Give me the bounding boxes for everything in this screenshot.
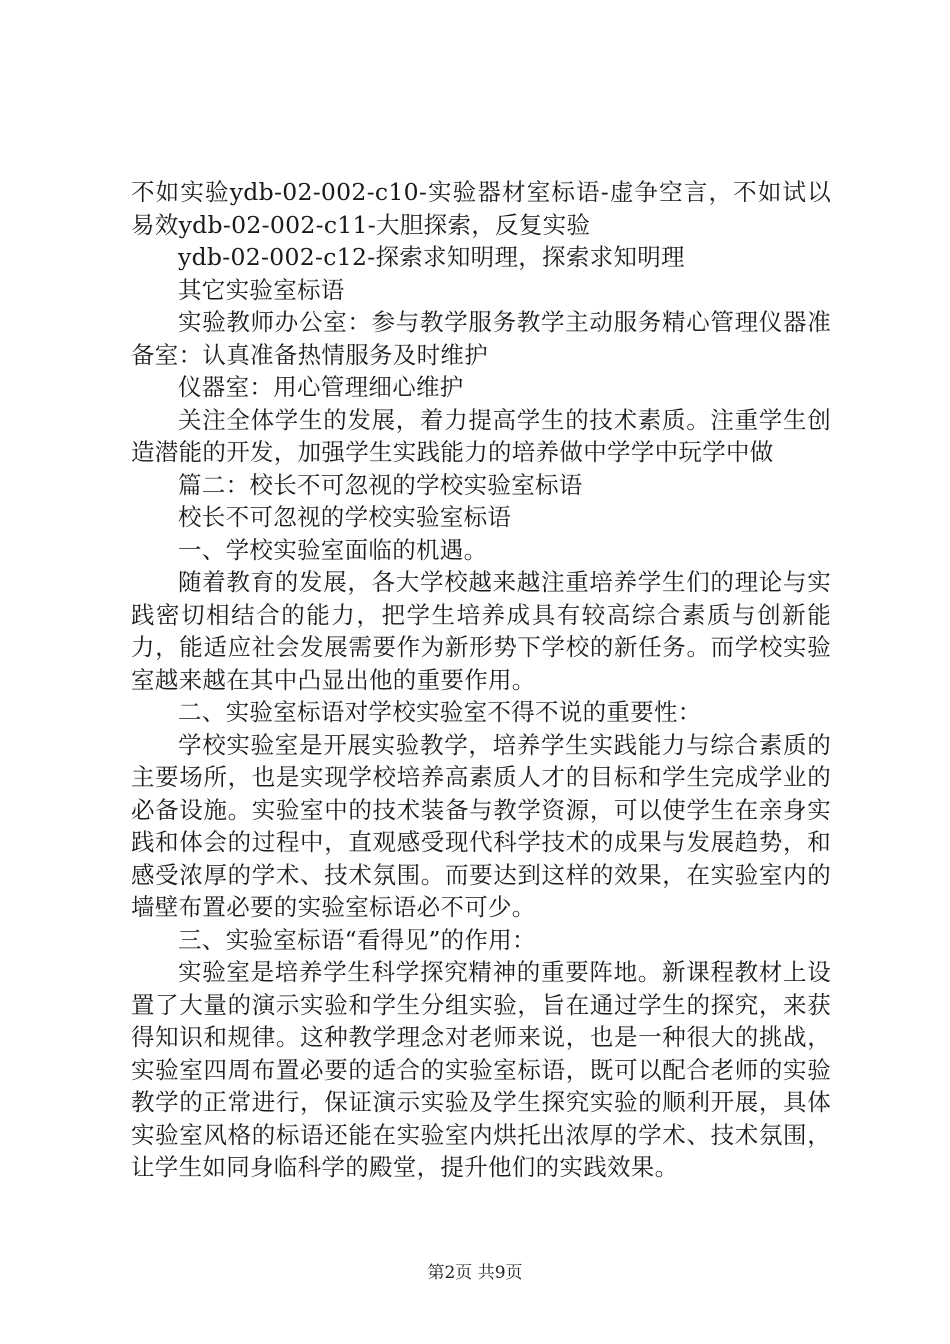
paragraph-student-development: 关注全体学生的发展，着力提高学生的技术素质。注重学生创造潜能的开发，加强学生实践能力的培养做中学学中玩学中做 <box>131 405 831 466</box>
paragraph-section-3: 实验室是培养学生科学探究精神的重要阵地。新课程教材上设置了大量的演示实验和学生分组实验，旨在通过学生的探究，来获得知识和规律。这种教学理念对老师来说，也是一种很大的挑战，实验室四周布置必要的适合的实验室标语，既可以配合老师的实验教学的正常进行，保证演示实验及学生探究实验的顺利开展，具体实验室风格的标语还能在实验室内烘托出浓厚的学术、技术氛围，让学生如同身临科学的殿堂，提升他们的实践效果。 <box>131 958 831 1181</box>
paragraph-instrument-room: 仪器室：用心管理细心维护 <box>178 373 464 401</box>
paragraph-section-1: 随着教育的发展，各大学校越来越注重培养学生们的理论与实践密切相结合的能力，把学生培养成具有较高综合素质与创新能力，能适应社会发展需要作为新形势下学校的新任务。而学校实验室越来越在其中凸显出他的重要作用。 <box>131 568 831 694</box>
chapter-title: 篇二：校长不可忽视的学校实验室标语 <box>178 470 583 499</box>
section-heading-3: 三、实验室标语“看得见”的作用： <box>178 925 536 954</box>
paragraph-teacher-office: 实验教师办公室：参与教学服务教学主动服务精心管理仪器准备室：认真准备热情服务及时维护 <box>131 308 831 369</box>
article-title: 校长不可忽视的学校实验室标语 <box>178 503 512 531</box>
section-heading-other-labs: 其它实验室标语 <box>178 275 345 304</box>
paragraph-1: 不如实验ydb-02-002-c10-实验器材室标语-虚争空言，不如试以易效ydb-02-002-c11-大胆探索，反复实验 <box>131 178 831 239</box>
paragraph-2: ydb-02-002-c12-探索求知明理，探索求知明理 <box>178 243 685 271</box>
document-body <box>131 176 831 1184</box>
section-heading-1: 一、学校实验室面临的机遇。 <box>178 535 488 564</box>
page-number-footer: 第2页 共9页 <box>427 1263 523 1283</box>
section-heading-2: 二、实验室标语对学校实验室不得不说的重要性： <box>178 698 702 726</box>
paragraph-section-2: 学校实验室是开展实验教学，培养学生实践能力与综合素质的主要场所，也是实现学校培养高素质人才的目标和学生完成学业的必备设施。实验室中的技术装备与教学资源，可以使学生在亲身实践和体会的过程中，直观感受现代科学技术的成果与发展趋势，和感受浓厚的学术、技术氛围。而要达到这样的效果，在实验室内的墙壁布置必要的实验室标语必不可少。 <box>131 730 831 921</box>
